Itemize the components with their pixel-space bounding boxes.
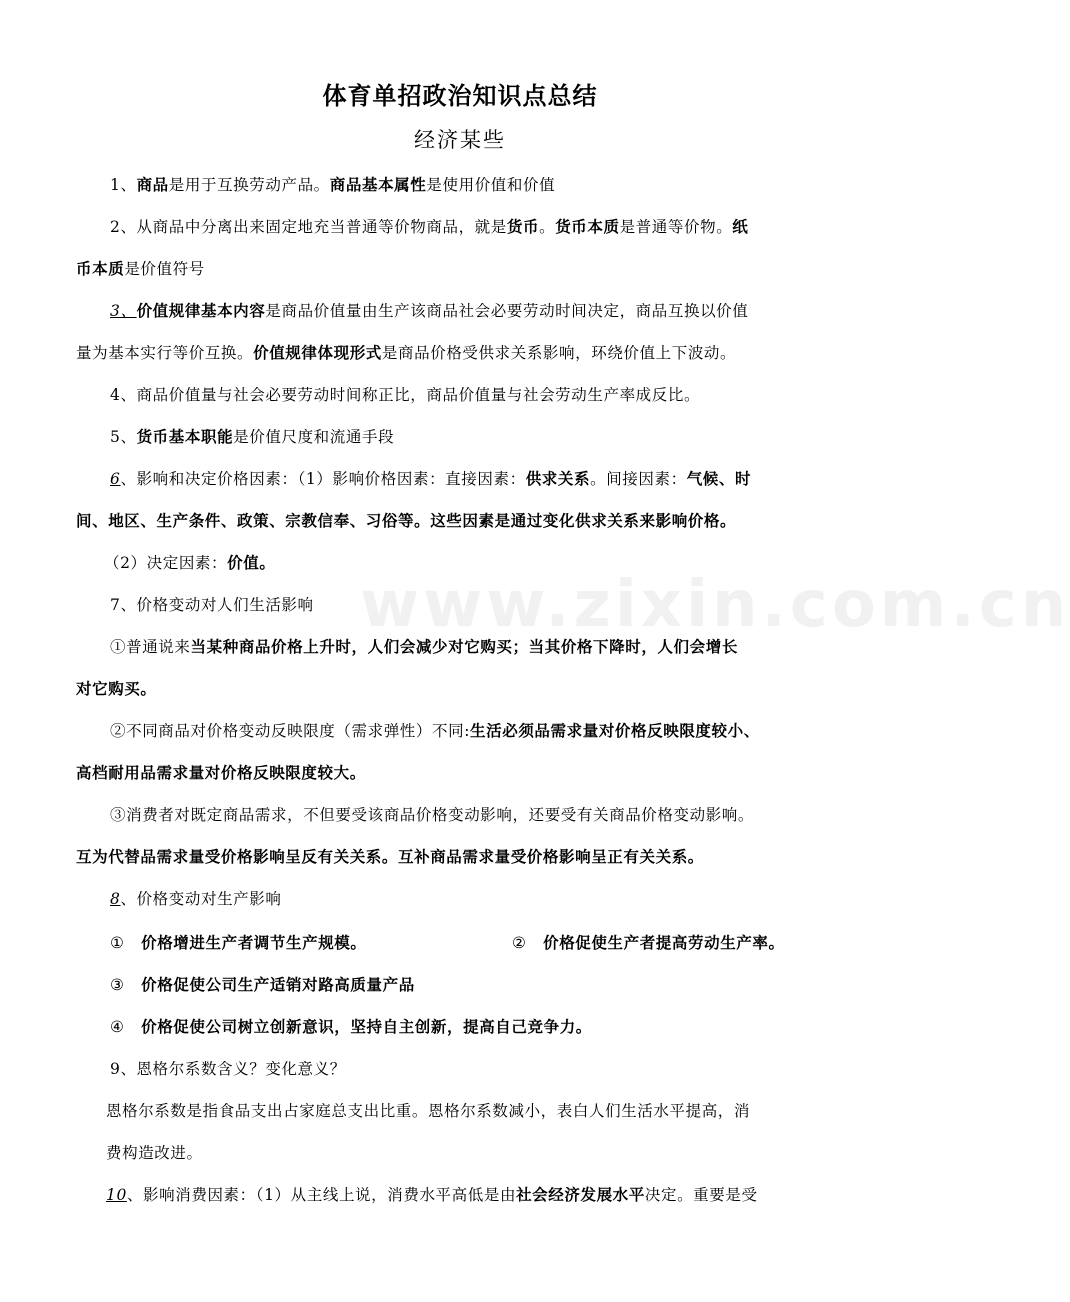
paragraph-3-line-2: 量为基本实行等价互换。价值规律体现形式是商品价格受供求关系影响，环绕价值上下波动。 — [76, 343, 737, 362]
paragraph-3-line-1: 3、价值规律基本内容是商品价值量由生产该商品社会必要劳动时间决定，商品互换以价值 — [110, 301, 749, 320]
paragraph-8-row-1: ① 价格增进生产者调节生产规模。 ② 价格促使生产者提高劳动生产率。 — [110, 933, 785, 952]
paragraph-2-line-2: 币本质是价值符号 — [76, 259, 205, 278]
paragraph-7-item-2-line-2: 高档耐用品需求量对价格反映限度较大。 — [76, 763, 366, 782]
paragraph-7-item-1-line-1: ①普通说来当某种商品价格上升时，人们会减少对它购买；当其价格下降时，人们会增长 — [110, 637, 738, 656]
paragraph-7-item-3-line-2: 互为代替品需求量受价格影响呈反有关关系。互补商品需求量受价格影响呈正有关关系。 — [76, 847, 704, 866]
paragraph-6-line-3: （2）决定因素：价值。 — [104, 553, 276, 572]
page-title: 体育单招政治知识点总结 — [322, 81, 598, 110]
section-subtitle: 经济某些 — [414, 128, 506, 152]
paragraph-1: 1、商品是用于互换劳动产品。商品基本属性是使用价值和价值 — [110, 175, 556, 194]
paragraph-2-line-1: 2、从商品中分离出来固定地充当普通等价物商品，就是货币。货币本质是普通等价物。纸 — [110, 217, 749, 236]
paragraph-6-line-1: 6、影响和决定价格因素：（1）影响价格因素：直接因素：供求关系。间接因素：气候、时 — [110, 469, 752, 488]
paragraph-8-item-4: ④ 价格促使公司树立创新意识，坚持自主创新，提高自己竞争力。 — [110, 1017, 592, 1036]
paragraph-7-heading: 7、价格变动对人们生活影响 — [110, 596, 314, 614]
paragraph-8-item-2: ② 价格促使生产者提高劳动生产率。 — [512, 933, 785, 952]
paragraph-8-heading: 8、价格变动对生产影响 — [110, 890, 282, 908]
paragraph-7-item-3-line-1: ③消费者对既定商品需求，不但要受该商品价格变动影响，还要受有关商品价格变动影响。 — [110, 806, 755, 824]
watermark: www.zixin.com.cn — [360, 568, 1070, 642]
paragraph-9-heading: 9、恩格尔系数含义？变化意义？ — [110, 1060, 346, 1078]
paragraph-9-line-1: 恩格尔系数是指食品支出占家庭总支出比重。恩格尔系数减小，表白人们生活水平提高，消 — [106, 1102, 751, 1120]
paragraph-5: 5、货币基本职能是价值尺度和流通手段 — [110, 427, 395, 446]
paragraph-10-line-1: 10、影响消费因素：（1）从主线上说，消费水平高低是由社会经济发展水平决定。重要是受 — [106, 1185, 758, 1204]
paragraph-7-item-2-line-1: ②不同商品对价格变动反映限度（需求弹性）不同:生活必须品需求量对价格反映限度较小、 — [110, 721, 760, 740]
paragraph-9-line-2: 费构造改进。 — [106, 1144, 203, 1162]
paragraph-8-item-3: ③ 价格促使公司生产适销对路高质量产品 — [110, 975, 415, 994]
paragraph-4: 4、商品价值量与社会必要劳动时间称正比，商品价值量与社会劳动生产率成反比。 — [110, 386, 701, 404]
paragraph-7-item-1-line-2: 对它购买。 — [76, 679, 157, 698]
paragraph-6-line-2: 间、地区、生产条件、政策、宗教信奉、习俗等。这些因素是通过变化供求关系来影响价格。 — [76, 511, 737, 530]
